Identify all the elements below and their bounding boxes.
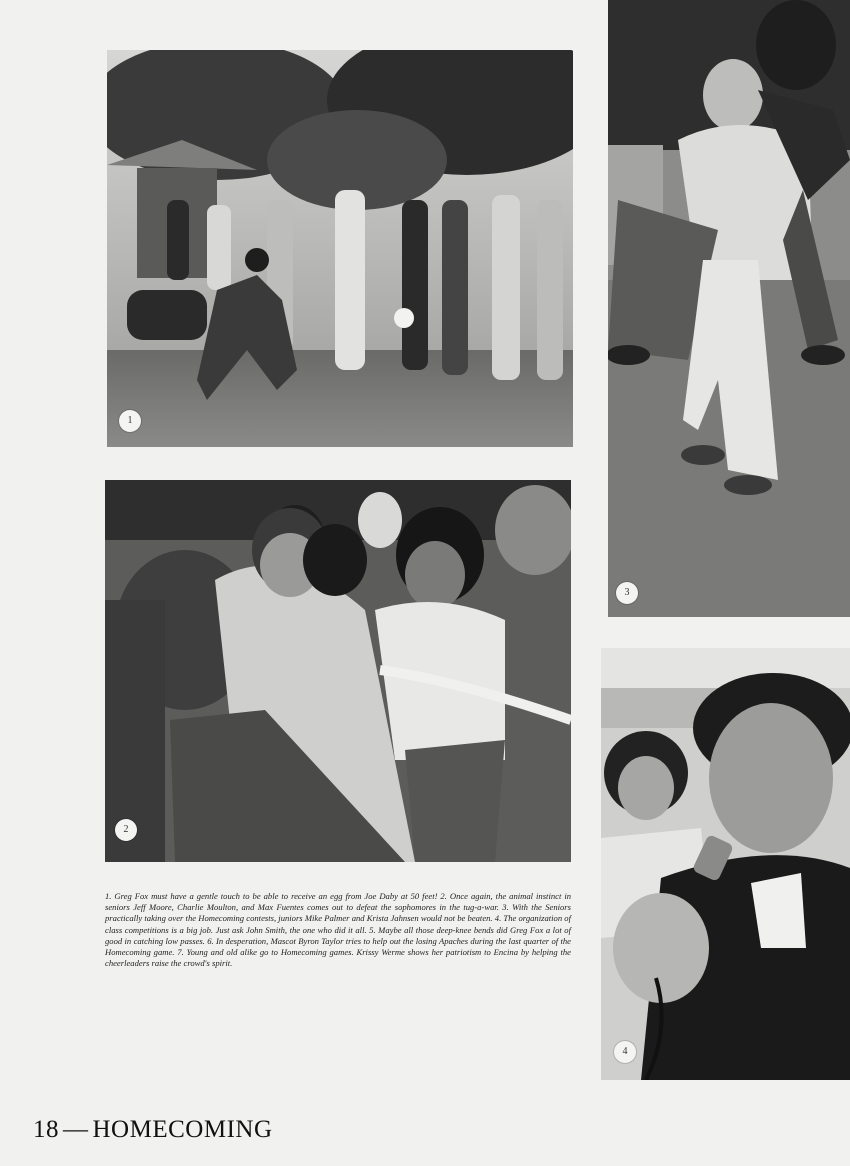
photo-1-egg-toss xyxy=(107,50,573,447)
photo-2-image xyxy=(105,480,571,862)
photo-2-tug-of-war xyxy=(105,480,571,862)
page-folio xyxy=(33,1116,273,1144)
photo-captions: 1. Greg Fox must have a gentle touch to be able to receive an egg from Joe Daby at 50 feet! 2. Once again, the animal instinct in seniors Jeff Moore, Charlie Moulton, and Max Fuentes comes out to defeat the sophomores in the tug-a-war. 3. With the Seniors practically taking over the Homecoming contests, juniors Mike Palmer and Krista Jahnsen would not be beaten. 4. The organization of class competitions is a big job. Just ask John Smith, the one who did it all. 5. Maybe all those deep-knee bends did Greg Fox a lot of good in catching low passes. 6. In desperation, Mascot Byron Taylor tries to help out the losing Apaches during the last quarter of the Homecoming game. 7. Young and old alike go to Homecoming games. Krissy Werme shows her patriotism to Encina by helping the cheerleaders raise the crowd's spirit. xyxy=(105,891,571,969)
photo-1-number: 1 xyxy=(119,410,141,432)
photo-3-number: 3 xyxy=(616,582,638,604)
photo-2-number: 2 xyxy=(115,819,137,841)
photo-4-number: 4 xyxy=(614,1041,636,1063)
photo-4-announcer xyxy=(601,648,850,1080)
photo-3-piggyback xyxy=(608,0,850,617)
photo-3-image xyxy=(608,0,850,617)
page-number: 18 xyxy=(33,1116,59,1143)
photo-4-image xyxy=(601,648,850,1080)
section-title: HOMECOMING xyxy=(92,1116,273,1143)
photo-1-image xyxy=(107,50,573,447)
folio-separator: — xyxy=(63,1116,89,1143)
